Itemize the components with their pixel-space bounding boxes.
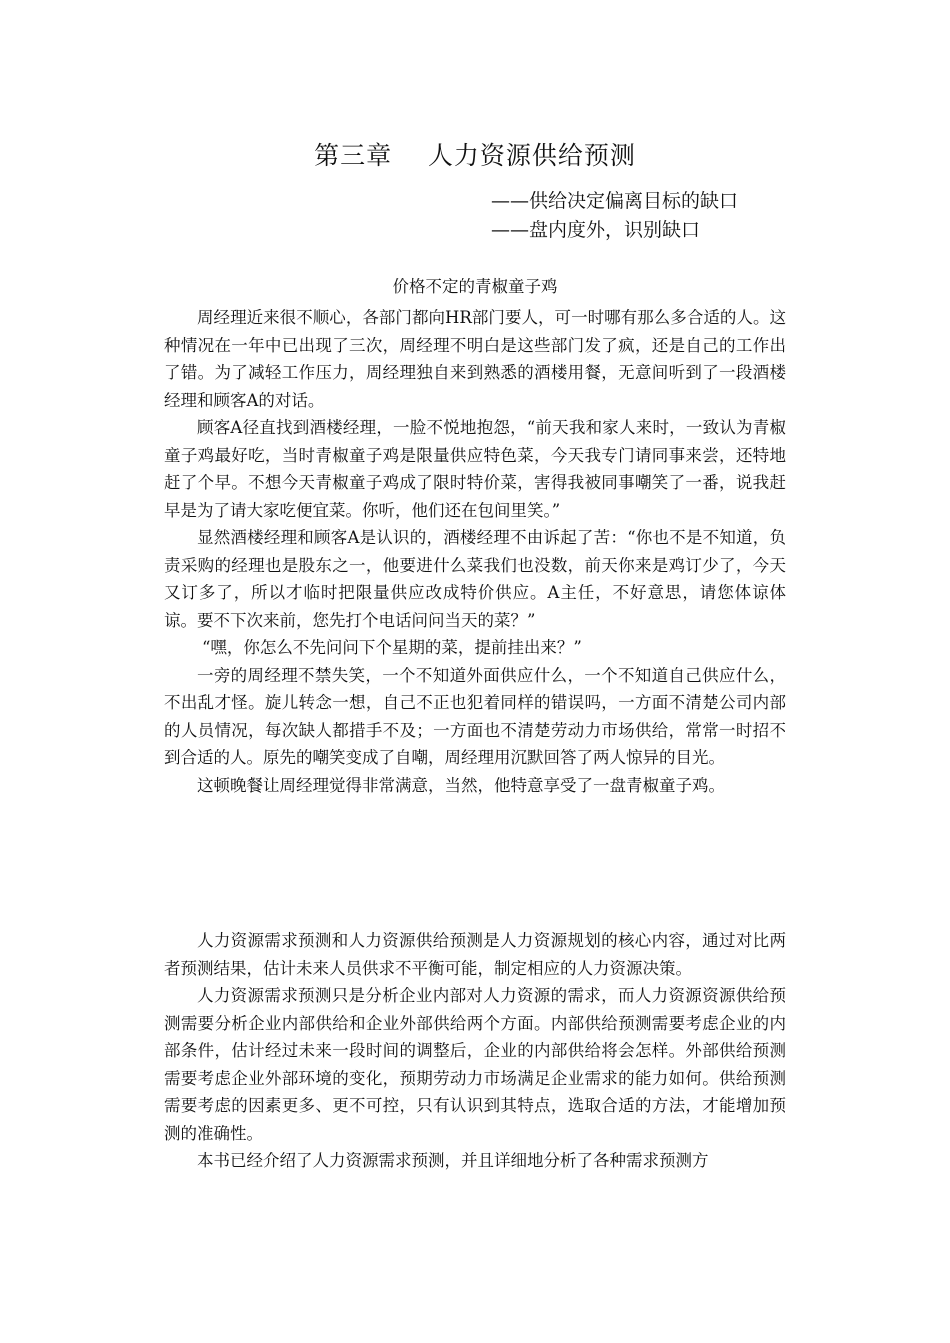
case-study-title: 价格不定的青椒童子鸡: [392, 277, 558, 296]
case-paragraph-2: 顾客A径直找到酒楼经理，一脸不悦地抱怨，“前天我和家人来时，一致认为青椒童子鸡最好吃，当时青椒童子鸡是限量供应特色菜，今天我专门请同事来尝，还特地赶了个早。不想今天青椒童子鸡成了限时特价菜，害得我被同事嘲笑了一番，说我赶早是为了请大家吃便宜菜。你听，他们还在包间里笑。”: [164, 418, 786, 520]
case-paragraph-1: 周经理近来很不顺心，各部门都向HR部门要人，可一时哪有那么多合适的人。这种情况在一年中已出现了三次，周经理不明白是这些部门发了疯，还是自己的工作出了错。为了减轻工作压力，周经理独自来到熟悉的酒楼用餐，无意间听到了一段酒楼经理和顾客A的对话。: [164, 308, 786, 410]
main-paragraph-3: 本书已经介绍了人力资源需求预测，并且详细地分析了各种需求预测方: [197, 1151, 709, 1170]
case-study-body: [164, 304, 786, 799]
case-paragraph-3: 显然酒楼经理和顾客A是认识的，酒楼经理不由诉起了苦：“你也不是不知道，负责采购的经理也是股东之一，他要进什么菜我们也没数，前天你来是鸡订少了，今天又订多了，所以才临时把限量供应改成特价供应。A主任，不好意思，请您体谅体谅。要不下次来前，您先打个电话问问当天的菜？”: [164, 528, 786, 630]
main-paragraph-1: 人力资源需求预测和人力资源供给预测是人力资源规划的核心内容，通过对比两者预测结果，估计未来人员供求不平衡可能，制定相应的人力资源决策。: [164, 931, 786, 978]
main-paragraph-2: 人力资源需求预测只是分析企业内部对人力资源的需求，而人力资源资源供给预测需要分析企业内部供给和企业外部供给两个方面。内部供给预测需要考虑企业的内部条件，估计经过未来一段时间的调整后，企业的内部供给将会怎样。外部供给预测需要考虑企业外部环境的变化，预期劳动力市场满足企业需求的能力如何。供给预测需要考虑的因素更多、更不可控，只有认识到其特点，选取合适的方法，才能增加预测的准确性。: [164, 986, 786, 1143]
chapter-subtitle-2: ——盘内度外，识别缺口: [491, 219, 701, 241]
case-paragraph-6: 这顿晚餐让周经理觉得非常满意，当然，他特意享受了一盘青椒童子鸡。: [197, 775, 725, 795]
main-body: [164, 927, 786, 1175]
case-paragraph-4: “嘿，你怎么不先问问下个星期的菜，提前挂出来？”: [201, 638, 582, 657]
case-paragraph-5: 一旁的周经理不禁失笑，一个不知道外面供应什么，一个不知道自己供应什么，不出乱才怪。旋儿转念一想，自己不正也犯着同样的错误吗，一方面不清楚公司内部的人员情况，每次缺人都措手不及；一方面也不清楚劳动力市场供给，常常一时招不到合适的人。原先的嘲笑变成了自嘲，周经理用沉默回答了两人惊异的目光。: [164, 665, 786, 767]
chapter-subtitle-1: ——供给决定偏离目标的缺口: [491, 190, 739, 212]
chapter-title: 第三章 人力资源供给预测: [314, 141, 636, 170]
